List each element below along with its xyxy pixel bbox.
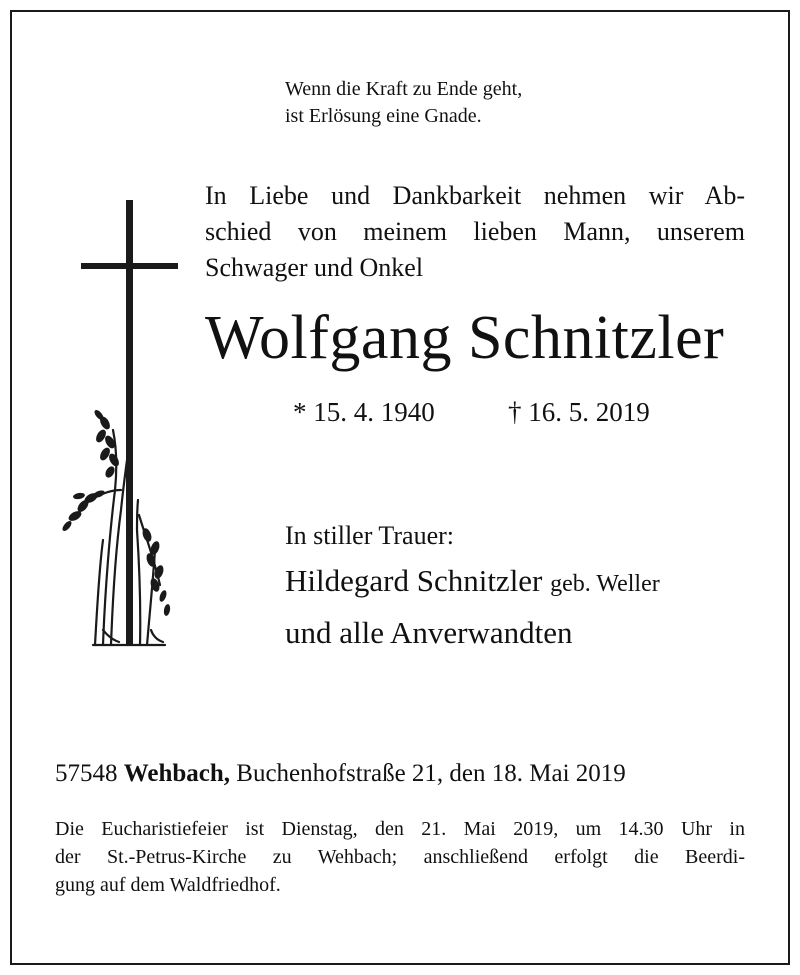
mourning-heading: In stiller Trauer: [285, 521, 454, 550]
motto-line-1: Wenn die Kraft zu Ende geht, [285, 78, 523, 100]
widow-nee: geb. Weller [550, 571, 660, 597]
intro-line-3: Schwager und Onkel [205, 253, 424, 282]
widow-line [285, 560, 660, 605]
widow-name: Hildegard Schnitzler [285, 563, 543, 598]
death-date: † 16. 5. 2019 [508, 397, 650, 427]
motto [285, 76, 522, 130]
birth-date: * 15. 4. 1940 [293, 397, 435, 427]
intro-line-1: In Liebe und Dankbarkeit nehmen wir Ab- [205, 181, 745, 210]
street-date: Buchenhofstraße 21, den 18. Mai 2019 [236, 760, 626, 787]
notice-line-3: gung auf dem Waldfriedhof. [55, 874, 281, 896]
postcode: 57548 [55, 760, 118, 787]
address-line [55, 757, 626, 791]
notice-line-1: Die Eucharistiefeier ist Dienstag, den 21. Mai 2019, um 14.30 Uhr in [55, 818, 745, 840]
motto-line-2: ist Erlösung eine Gnade. [285, 105, 482, 127]
deceased-name: Wolfgang Schnitzler [205, 304, 725, 372]
service-notice [55, 815, 745, 899]
intro-line-2: schied von meinem lieben Mann, unserem [205, 217, 745, 246]
notice-line-2: der St.-Petrus-Kirche zu Wehbach; anschließend erfolgt die Beerdi- [55, 846, 745, 868]
intro-text [205, 178, 745, 286]
relatives-line: und alle Anverwandten [285, 615, 573, 650]
cross-with-wheat-icon [55, 190, 185, 660]
town: Wehbach, [123, 760, 231, 787]
